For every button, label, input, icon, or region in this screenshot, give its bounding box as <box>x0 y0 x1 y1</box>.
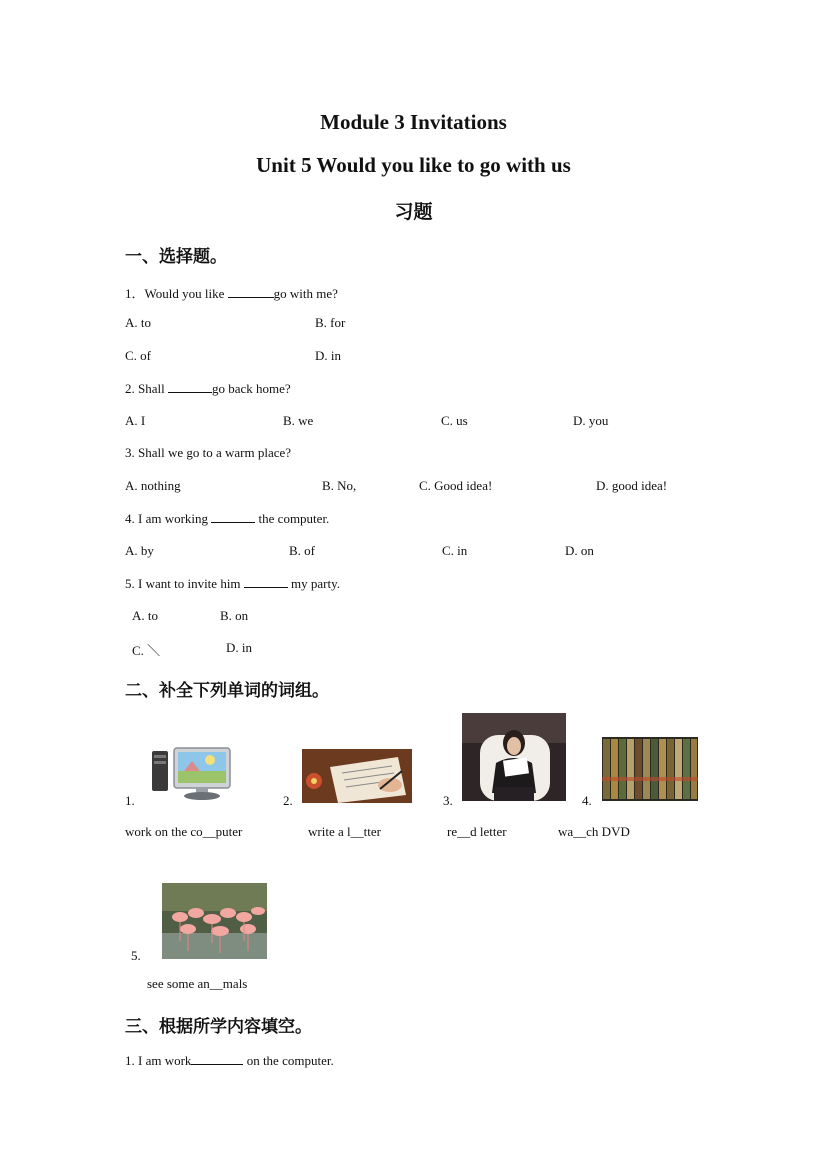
item-1-number: 1. <box>125 793 135 808</box>
q2-option-d: D. you <box>573 413 609 428</box>
q3-option-b: B. No, <box>322 478 357 493</box>
q1-option-d: D. in <box>315 348 341 363</box>
q3-option-a: A. nothing <box>125 478 181 493</box>
item-4-phrase: wa__ch DVD <box>558 824 630 839</box>
q5-option-c: C. ＼ <box>132 643 161 658</box>
section-1-heading: 一、选择题。 <box>125 247 227 267</box>
question-3: 3. Shall we go to a warm place? <box>125 445 292 460</box>
q2-option-a: A. I <box>125 413 146 428</box>
section-3-heading: 三、根据所学内容填空。 <box>125 1017 312 1037</box>
item-2-phrase: write a l__tter <box>308 824 381 839</box>
question-2: 2. Shall go back home? <box>125 381 291 396</box>
item-5-number: 5. <box>131 948 141 963</box>
answer-blank <box>228 285 274 298</box>
reading-letter-photo <box>462 713 566 801</box>
letter-writing-photo <box>302 749 412 803</box>
item-1-phrase: work on the co__puter <box>125 824 243 839</box>
dvd-shelf-photo <box>602 737 698 801</box>
question-5: 5. I want to invite him my party. <box>125 576 341 591</box>
q1-option-c: C. of <box>125 348 151 363</box>
q3-option-d: D. good idea! <box>596 478 668 493</box>
q5-option-d: D. in <box>226 640 252 655</box>
q1-option-b: B. for <box>315 315 346 330</box>
q4-option-d: D. on <box>565 543 594 558</box>
q4-option-b: B. of <box>289 543 315 558</box>
item-4-number: 4. <box>582 793 592 808</box>
answer-blank <box>191 1052 243 1065</box>
item-3-number: 3. <box>443 793 453 808</box>
item-5-phrase: see some an__mals <box>147 976 248 991</box>
fill-question-1: 1. I am work on the computer. <box>125 1053 334 1068</box>
computer-icon <box>150 747 232 801</box>
item-3-phrase: re__d letter <box>447 824 507 839</box>
q5-option-a: A. to <box>132 608 158 623</box>
q3-option-c: C. Good idea! <box>419 478 493 493</box>
question-1: 1．Would you like go with me? <box>125 286 338 301</box>
flamingos-photo <box>162 883 267 959</box>
module-title: Module 3 Invitations <box>320 110 507 134</box>
q5-option-b: B. on <box>220 608 249 623</box>
q4-option-a: A. by <box>125 543 154 558</box>
q2-option-b: B. we <box>283 413 314 428</box>
q1-option-a: A. to <box>125 315 151 330</box>
unit-title: Unit 5 Would you like to go with us <box>256 153 571 177</box>
q2-option-c: C. us <box>441 413 468 428</box>
subtitle: 习题 <box>394 201 433 223</box>
answer-blank <box>211 510 255 523</box>
item-2-number: 2. <box>283 793 293 808</box>
section-2-heading: 二、补全下列单词的词组。 <box>125 681 329 701</box>
answer-blank <box>244 575 288 588</box>
question-4: 4. I am working the computer. <box>125 511 330 526</box>
answer-blank <box>168 380 212 393</box>
q4-option-c: C. in <box>442 543 468 558</box>
